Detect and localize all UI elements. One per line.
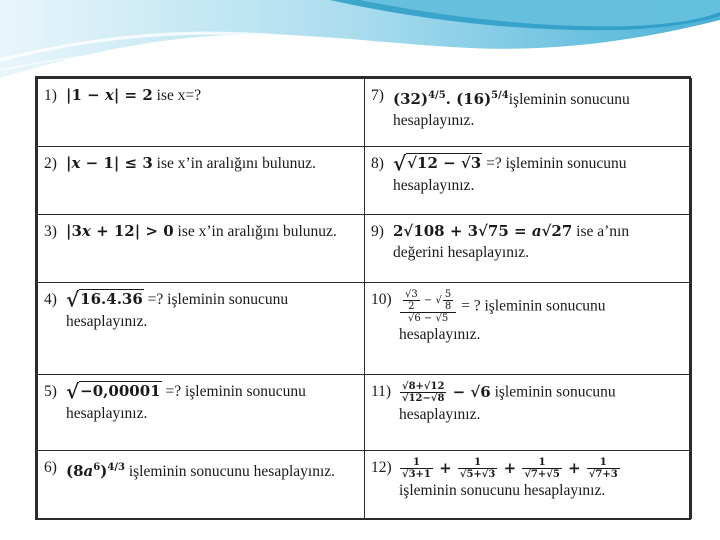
question-number: 11)	[371, 383, 392, 400]
table-row	[38, 283, 692, 375]
question-text: ise x’in aralığını bulunuz.	[173, 223, 337, 240]
table-row	[38, 451, 692, 519]
math-expression: $(32)^{4/5}$. $(16)^{5/4}$	[393, 90, 509, 108]
question-text: işleminin sonucunu hesaplayınız.	[399, 383, 616, 423]
question-number: 12)	[371, 459, 392, 476]
question-number: 9)	[371, 223, 384, 240]
math-expression: √−0,00001	[66, 379, 161, 404]
math-expression: |x − 1| ≤ 3	[66, 154, 153, 172]
question-number: 2)	[44, 155, 57, 172]
question-text: işleminin sonucunu hesaplayınız.	[124, 463, 336, 480]
question-text: ise a’nın değerini hesaplayınız.	[393, 223, 630, 261]
question-cell	[365, 375, 692, 451]
math-expression: $\frac{1}{√3+1}$ + $\frac{1}{√5+√3}$ + $\frac{1}{√7+√5}$ + $\frac{1}{√7+3}$	[402, 457, 618, 480]
question-text: ise x’in aralığını bulunuz.	[152, 155, 316, 172]
math-expression: √16.4.36	[66, 287, 143, 312]
math-expression: |1 − x| = 2	[66, 86, 153, 104]
question-text: =? işleminin sonucunu hesaplayınız.	[66, 383, 306, 422]
question-cell	[38, 451, 365, 519]
question-text: = ? işleminin sonucunu hesaplayınız.	[399, 297, 606, 343]
table-row	[38, 79, 692, 147]
math-expression: $(8a^6)^{4/3}$	[66, 462, 125, 480]
question-number: 3)	[44, 223, 57, 240]
math-expression: √√12 − √3	[393, 151, 482, 176]
question-number: 1)	[44, 87, 57, 104]
question-cell	[38, 79, 365, 147]
question-number: 7)	[371, 87, 384, 104]
table-row	[38, 215, 692, 283]
question-cell	[365, 215, 692, 283]
question-grid	[37, 78, 692, 519]
math-expression: $\frac{√3}{2}$ − √ $\frac{5}{8}$ √6 − √5	[399, 297, 457, 315]
question-text: işleminin sonucunu hesaplayınız.	[393, 91, 630, 129]
question-cell	[38, 215, 365, 283]
math-expression: 2√108 + 3√75 = a√27	[393, 222, 573, 240]
question-text: ise x=?	[152, 87, 202, 104]
table-row	[38, 147, 692, 215]
question-cell	[365, 147, 692, 215]
question-cell	[38, 147, 365, 215]
question-cell	[365, 283, 692, 375]
question-text: =? işleminin sonucunu hesaplayınız.	[393, 155, 627, 194]
exercise-table	[35, 76, 691, 520]
question-cell	[38, 283, 365, 375]
question-text: işleminin sonucunu hesaplayınız.	[399, 482, 606, 499]
question-number: 10)	[371, 291, 392, 308]
question-text: =? işleminin sonucunu hesaplayınız.	[66, 291, 289, 330]
question-cell	[365, 79, 692, 147]
question-cell	[365, 451, 692, 519]
question-number: 5)	[44, 383, 57, 400]
question-number: 8)	[371, 155, 384, 172]
question-cell	[38, 375, 365, 451]
table-row	[38, 375, 692, 451]
question-number: 4)	[44, 291, 57, 308]
math-expression: $\frac{√8+√12}{√12-√8}$ − √6	[402, 381, 491, 404]
math-expression: |3x + 12| > 0	[66, 222, 174, 240]
question-number: 6)	[44, 459, 57, 476]
